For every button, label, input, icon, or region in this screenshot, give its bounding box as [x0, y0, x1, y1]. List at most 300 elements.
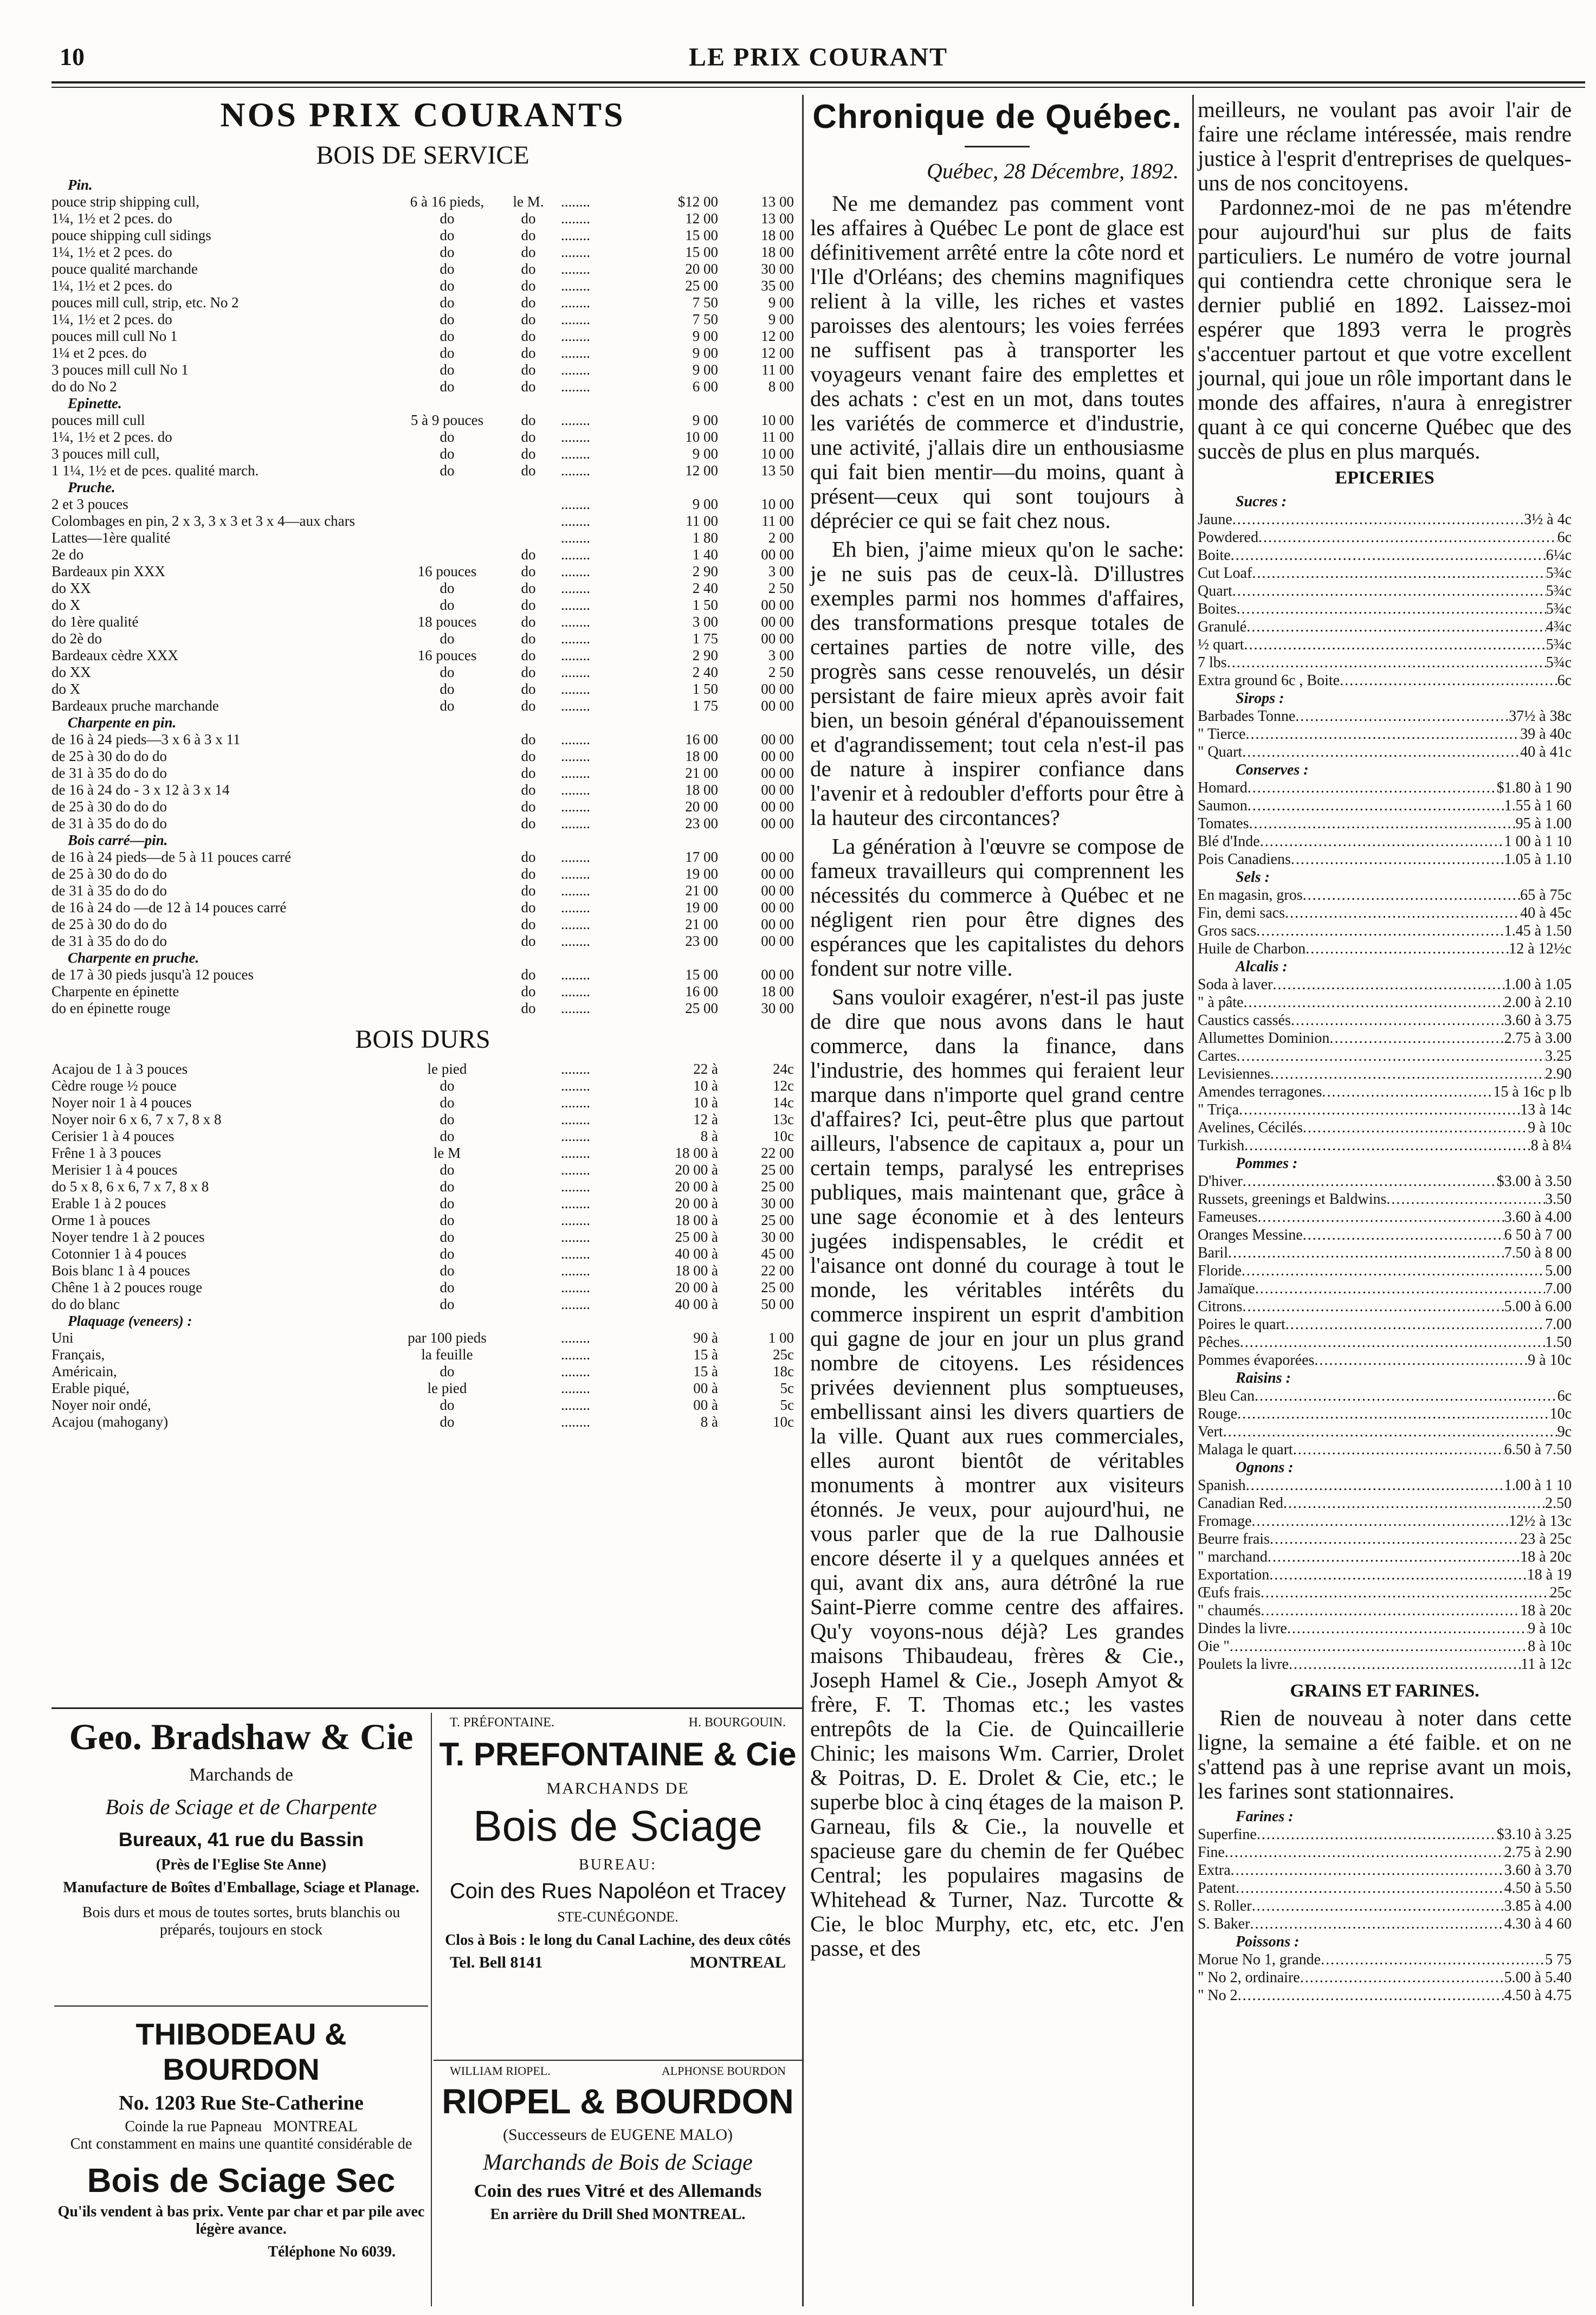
- price-low: 21 00: [685, 916, 718, 932]
- chronique-section: [810, 98, 1184, 1961]
- item-size: [398, 782, 496, 798]
- price-low: 20 00 à: [675, 1178, 718, 1195]
- item-name: ½ quart: [1198, 636, 1244, 653]
- price-row: [51, 815, 794, 832]
- item-size: do: [440, 261, 455, 277]
- epiceries-list: [1198, 493, 1572, 1673]
- item-size: [398, 748, 496, 765]
- ad-text: Bois de Sciage et de Charpente: [105, 1795, 377, 1819]
- item-price: 5¾c: [1546, 601, 1572, 617]
- price-row: [51, 933, 794, 950]
- price-high: 00 00: [761, 866, 794, 882]
- leader-dots: ........: [561, 446, 590, 462]
- item-name: Saumon: [1198, 797, 1248, 814]
- epiceries-heading: EPICERIES: [1335, 468, 1435, 488]
- price-row: [1198, 833, 1572, 850]
- price-row: [1198, 725, 1572, 743]
- price-row: [51, 1380, 794, 1397]
- item-size: do: [440, 1111, 455, 1127]
- ad-text: Coinde la rue Papneau: [125, 2118, 262, 2135]
- item-name: Jaune: [1198, 511, 1232, 528]
- item-size: do: [440, 294, 455, 311]
- price-low: 40 00 à: [675, 1296, 718, 1312]
- leader-dots: [1228, 1244, 1504, 1262]
- item-name: Amendes terragones: [1198, 1084, 1322, 1100]
- item-price: 7.00: [1545, 1316, 1572, 1333]
- leader-dots: ........: [561, 294, 590, 311]
- price-row: [51, 798, 794, 815]
- price-row: [51, 328, 794, 345]
- leader-dots: [1243, 1172, 1497, 1190]
- leader-dots: [1240, 1333, 1545, 1351]
- item-size: [398, 815, 496, 832]
- item-unit: do: [521, 597, 536, 613]
- item-unit: [496, 1162, 561, 1178]
- ad-text: Téléphone No 6039.: [268, 2243, 396, 2260]
- item-unit: do: [521, 882, 536, 899]
- price-row: [1198, 1951, 1572, 1969]
- item-unit: [496, 1262, 561, 1279]
- ad-text: Manufacture de Boîtes d'Emballage, Sciage et Planage.: [63, 1879, 419, 1896]
- ad-text: H. BOURGOUIN.: [688, 1716, 786, 1730]
- price-row: [51, 210, 794, 227]
- price-high: 50 00: [761, 1296, 794, 1312]
- leader-dots: [1242, 743, 1520, 761]
- price-high: 00 00: [761, 614, 794, 630]
- price-row: [1198, 815, 1572, 833]
- leader-dots: ........: [561, 227, 590, 243]
- item-unit: do: [521, 782, 536, 798]
- item-unit: do: [521, 983, 536, 999]
- price-high: 8 00: [768, 378, 794, 395]
- price-low: 12 à: [693, 1111, 718, 1127]
- price-row: [1198, 1897, 1572, 1915]
- newspaper-title: LE PRIX COURANT: [688, 43, 948, 72]
- item-price: 1.00 à 1.05: [1504, 976, 1572, 993]
- ad-thibodeau-name: THIBODEAU & BOURDON: [135, 2017, 347, 2086]
- leader-dots: [1291, 1011, 1504, 1029]
- price-row: [51, 1346, 794, 1363]
- item-name: Pêches: [1198, 1334, 1240, 1351]
- item-price: 2.90: [1545, 1066, 1572, 1082]
- item-name: " marchand: [1198, 1549, 1268, 1565]
- item-unit: do: [521, 446, 536, 462]
- price-high: 10 00: [761, 446, 794, 462]
- price-row: [1198, 1861, 1572, 1879]
- price-high: 25 00: [761, 1162, 794, 1178]
- price-high: 2 50: [768, 664, 794, 680]
- price-high: 00 00: [761, 681, 794, 697]
- price-high: 3 00: [768, 647, 794, 663]
- ad-text: STE-CUNÉGONDE.: [557, 1909, 679, 1925]
- item-size: do: [440, 1195, 455, 1211]
- leader-dots: ........: [561, 698, 590, 714]
- item-price: 5.00 à 5.40: [1504, 1969, 1572, 1986]
- item-name: Baril: [1198, 1244, 1228, 1261]
- item-unit: do: [521, 647, 536, 663]
- leader-dots: [1303, 1226, 1504, 1244]
- chronique-paragraph: La génération à l'œuvre se compose de fameux travailleurs qui comprennent les nécessités du commerce à Québec et ne négligent rien pour être dignes des espérances que les capitalistes du dehors fondent sur notre ville.: [810, 834, 1184, 981]
- price-high: 10 00: [761, 496, 794, 512]
- item-size: [398, 933, 496, 950]
- leader-dots: ........: [561, 849, 590, 865]
- leader-dots: [1283, 1494, 1545, 1512]
- leader-dots: ........: [561, 278, 590, 294]
- item-name: do 5 x 8, 6 x 6, 7 x 7, 8 x 8: [51, 1178, 209, 1195]
- price-low: 20 00 à: [675, 1279, 718, 1295]
- item-unit: do: [521, 899, 536, 915]
- item-price: 2.75 à 2.90: [1504, 1844, 1572, 1861]
- price-high: 5c: [780, 1397, 794, 1413]
- price-high: 14c: [773, 1094, 794, 1111]
- leader-dots: ........: [561, 1195, 590, 1211]
- item-price: 5¾c: [1546, 583, 1572, 599]
- item-name: Erable piqué,: [51, 1380, 130, 1396]
- leader-dots: [1231, 546, 1546, 564]
- leader-dots: [1244, 636, 1546, 654]
- price-low: 18 00: [685, 748, 718, 764]
- item-unit: [496, 1246, 561, 1262]
- price-low: 20 00: [685, 261, 718, 277]
- price-low: 9 00: [692, 345, 718, 361]
- leader-dots: [1246, 1476, 1504, 1494]
- price-row: [1198, 600, 1572, 618]
- item-unit: do: [521, 227, 536, 243]
- item-price: 3.85 à 4.00: [1504, 1898, 1572, 1914]
- item-price: 23 à 25c: [1520, 1531, 1572, 1547]
- price-low: $12 00: [677, 194, 718, 210]
- leader-dots: ........: [561, 731, 590, 747]
- item-unit: [496, 1145, 561, 1162]
- ad-text: T. PRÉFONTAINE.: [450, 1716, 554, 1730]
- prix-courants-title: NOS PRIX COURANTS: [220, 95, 625, 134]
- item-unit: [496, 1094, 561, 1111]
- leader-dots: [1249, 815, 1515, 833]
- item-unit: [496, 1346, 561, 1363]
- price-high: 11 00: [761, 429, 794, 445]
- item-unit: do: [521, 412, 536, 428]
- leader-dots: [1272, 976, 1504, 994]
- item-name: Granulé: [1198, 618, 1247, 635]
- item-unit: do: [521, 614, 536, 630]
- item-price: 18 à 20c: [1520, 1549, 1572, 1565]
- item-name: " Quart: [1198, 744, 1243, 760]
- leader-dots: [1303, 1119, 1528, 1137]
- price-row: [1198, 1244, 1572, 1262]
- price-row: [1198, 1879, 1572, 1897]
- leader-dots: ........: [561, 244, 590, 260]
- price-low: 11 00: [686, 513, 718, 529]
- item-price: $3.00 à 3.50: [1496, 1173, 1572, 1190]
- item-price: 3.60 à 4.00: [1504, 1209, 1572, 1226]
- item-name: 3 pouces mill cull No 1: [51, 362, 189, 378]
- price-row: [51, 614, 794, 630]
- item-name: de 31 à 35 do do do: [51, 765, 167, 781]
- price-row: [1198, 779, 1572, 797]
- item-unit: do: [521, 362, 536, 378]
- item-name: Français,: [51, 1346, 105, 1363]
- item-name: pouces mill cull: [51, 412, 145, 428]
- leader-dots: ........: [561, 530, 590, 546]
- item-size: do: [440, 1363, 455, 1379]
- item-unit: do: [521, 261, 536, 277]
- leader-dots: ........: [561, 1178, 590, 1195]
- price-row: [1198, 511, 1572, 528]
- price-low: 25 00: [685, 278, 718, 294]
- item-unit: [496, 513, 561, 530]
- leader-dots: ........: [561, 866, 590, 882]
- price-row: [1198, 1512, 1572, 1530]
- item-unit: [496, 1078, 561, 1094]
- price-row: [51, 647, 794, 664]
- leader-dots: ........: [561, 966, 590, 983]
- item-size: la feuille: [421, 1346, 473, 1363]
- item-size: do: [440, 664, 455, 680]
- price-low: 2 40: [692, 580, 718, 596]
- item-name: S. Baker: [1198, 1916, 1250, 1932]
- leader-dots: ........: [561, 899, 590, 915]
- item-name: 1¼, 1½ et 2 pces. do: [51, 244, 172, 260]
- leader-dots: ........: [561, 765, 590, 781]
- leader-dots: ........: [561, 546, 590, 563]
- price-low: 1 75: [692, 698, 718, 714]
- leader-dots: [1242, 1298, 1504, 1316]
- item-unit: do: [521, 210, 536, 227]
- item-name: Extra: [1198, 1862, 1231, 1879]
- leader-dots: ........: [561, 630, 590, 647]
- item-size: [398, 983, 496, 1000]
- item-name: Russets, greenings et Baldwins: [1198, 1191, 1387, 1208]
- price-low: 12 00: [685, 210, 718, 227]
- price-low: 18 00 à: [675, 1145, 718, 1161]
- item-unit: [496, 1330, 561, 1346]
- leader-dots: [1255, 1387, 1558, 1405]
- leader-dots: [1340, 672, 1558, 689]
- price-high: 25c: [773, 1346, 794, 1363]
- price-row: [51, 681, 794, 698]
- price-row: [51, 849, 794, 866]
- leader-dots: ........: [561, 210, 590, 227]
- item-unit: do: [521, 1000, 536, 1016]
- price-row: [51, 1094, 794, 1111]
- chronique-paragraph: Eh bien, j'aime mieux qu'on le sache: je ne suis pas de ceux-là. D'illustres exemples parmi nos hommes d'affaires, des transformations presque totales de certaines parties de notre ville, des progrès sans cesse renouvelés, un désir persistant de faire mieux après avoir fait bien, un besoin général d'épanouissement et d'agrandissement; tout cela n'est-il pas de nature à inspirer confiance dans l'avenir et à redoubler d'efforts pour être à la hauteur des circontances?: [810, 537, 1184, 830]
- item-size: [398, 866, 496, 882]
- item-price: 3½ à 4c: [1524, 511, 1572, 528]
- leader-dots: ........: [561, 1078, 590, 1094]
- item-unit: do: [521, 815, 536, 831]
- leader-dots: ........: [561, 362, 590, 378]
- item-size: do: [440, 244, 455, 260]
- item-name: pouces mill cull No 1: [51, 328, 178, 344]
- item-name: Pois Canadiens: [1198, 851, 1291, 868]
- price-row: [51, 1414, 794, 1430]
- item-size: do: [440, 1162, 455, 1178]
- item-name: Cut Loaf: [1198, 565, 1252, 582]
- price-high: 2 50: [768, 580, 794, 596]
- price-row: [51, 664, 794, 681]
- price-high: 1 00: [768, 1330, 794, 1346]
- item-unit: do: [521, 429, 536, 445]
- item-unit: do: [521, 765, 536, 781]
- price-high: 30 00: [761, 1229, 794, 1245]
- price-subheading: [51, 832, 794, 849]
- price-row: [1198, 564, 1572, 582]
- item-name: de 16 à 24 pieds—3 x 6 à 3 x 11: [51, 731, 241, 747]
- leader-dots: ........: [561, 194, 590, 210]
- item-name: Merisier 1 à 4 pouces: [51, 1162, 178, 1178]
- ad-text: Coin des Rues Napoléon et Tracey: [449, 1879, 786, 1903]
- leader-dots: [1255, 1280, 1545, 1298]
- item-size: [398, 731, 496, 748]
- item-size: do: [440, 1094, 455, 1111]
- price-low: 25 00 à: [675, 1229, 718, 1245]
- leader-dots: ........: [561, 815, 590, 831]
- item-name: pouce qualité marchande: [51, 261, 198, 277]
- leader-dots: ........: [561, 664, 590, 680]
- price-high: 12 00: [761, 345, 794, 361]
- price-high: 00 00: [761, 597, 794, 613]
- price-row: [1198, 922, 1572, 940]
- price-low: 15 à: [693, 1363, 718, 1379]
- ad-text: Cnt constamment en mains une quantité considérable de: [70, 2136, 412, 2152]
- price-row: [1198, 1843, 1572, 1861]
- price-low: 1 75: [692, 630, 718, 647]
- ad-text: Bureaux, 41 rue du Bassin: [118, 1828, 364, 1850]
- leader-dots: [1230, 1637, 1528, 1655]
- leader-dots: ........: [561, 1162, 590, 1178]
- title-rule: [965, 146, 1030, 147]
- price-row: [1198, 672, 1572, 689]
- item-price: 1.05 à 1.10: [1504, 851, 1572, 868]
- item-name: pouce shipping cull sidings: [51, 227, 211, 243]
- price-high: 10c: [773, 1414, 794, 1430]
- item-name: do X: [51, 597, 81, 613]
- leader-dots: ........: [561, 345, 590, 361]
- header-rule-thin: [51, 87, 1585, 88]
- item-price: 7.50 à 8 00: [1504, 1244, 1572, 1261]
- item-size: do: [440, 681, 455, 697]
- item-name: Oranges Messine: [1198, 1227, 1303, 1243]
- price-row: [1198, 743, 1572, 761]
- price-high: 00 00: [761, 916, 794, 932]
- item-price: 6c: [1557, 529, 1572, 546]
- item-name: Extra ground 6c , Boite: [1198, 672, 1340, 689]
- price-high: 00 00: [761, 748, 794, 764]
- price-row: [1198, 1172, 1572, 1190]
- ad-text: En arrière du Drill Shed MONTREAL.: [490, 2206, 746, 2223]
- price-low: 7 50: [692, 294, 718, 311]
- price-low: 40 00 à: [675, 1246, 718, 1262]
- price-row: [51, 1363, 794, 1380]
- item-name: Powdered: [1198, 529, 1258, 546]
- ad-text: ALPHONSE BOURDON: [661, 2064, 786, 2078]
- leader-dots: ........: [561, 597, 590, 613]
- price-high: 30 00: [761, 261, 794, 277]
- price-row: [51, 1330, 794, 1346]
- column-divider: [1192, 95, 1194, 2306]
- chronique-continued: meilleurs, ne voulant pas avoir l'air de faire une réclame intéressée, mais rendre justice à l'esprit d'entreprises de quelques-uns de nos concitoyens.: [1198, 97, 1572, 195]
- price-row: [1198, 1208, 1572, 1226]
- item-size: do: [440, 446, 455, 462]
- leader-dots: ........: [561, 1094, 590, 1111]
- item-name: 7 lbs: [1198, 654, 1227, 671]
- item-size: [398, 1000, 496, 1017]
- item-price: 7.00: [1545, 1280, 1572, 1297]
- item-price: 9c: [1557, 1423, 1572, 1440]
- price-high: 10c: [773, 1128, 794, 1144]
- price-low: 1 50: [692, 597, 718, 613]
- item-name: " No 2, ordinaire: [1198, 1969, 1300, 1986]
- item-name: de 17 à 30 pieds jusqu'à 12 pouces: [51, 966, 254, 983]
- price-high: 18 00: [761, 983, 794, 999]
- price-row: [1198, 1029, 1572, 1047]
- price-low: 10 00: [685, 429, 718, 445]
- item-unit: [496, 1128, 561, 1145]
- leader-dots: [1246, 618, 1546, 636]
- price-row: [51, 630, 794, 647]
- leader-dots: ........: [561, 1212, 590, 1228]
- item-name: Caustics cassés: [1198, 1012, 1291, 1029]
- item-size: le pied: [427, 1061, 467, 1077]
- price-high: 18c: [773, 1363, 794, 1379]
- item-name: Patent: [1198, 1880, 1236, 1897]
- price-high: 00 00: [761, 966, 794, 983]
- price-row: [51, 1279, 794, 1296]
- price-subheading: [51, 395, 794, 412]
- leader-dots: ........: [561, 1330, 590, 1346]
- item-size: do: [440, 278, 455, 294]
- item-unit: [496, 1111, 561, 1128]
- price-row: [51, 748, 794, 765]
- item-size: [398, 546, 496, 563]
- price-row: [1198, 1083, 1572, 1101]
- price-high: 9 00: [768, 294, 794, 311]
- leader-dots: ........: [561, 580, 590, 596]
- leader-dots: [1231, 1861, 1504, 1879]
- price-high: 00 00: [761, 798, 794, 815]
- price-row: [51, 1000, 794, 1017]
- item-size: do: [440, 1078, 455, 1094]
- price-low: 23 00: [685, 815, 718, 831]
- price-row: [1198, 1280, 1572, 1298]
- price-row: [1198, 1476, 1572, 1494]
- price-row: [51, 244, 794, 261]
- price-high: 35 00: [761, 278, 794, 294]
- item-unit: do: [521, 966, 536, 983]
- item-unit: do: [521, 580, 536, 596]
- price-row: [51, 378, 794, 395]
- item-price: 12 à 12½c: [1509, 940, 1572, 957]
- price-low: 18 00 à: [675, 1262, 718, 1279]
- price-high: 24c: [773, 1061, 794, 1077]
- leader-dots: ........: [561, 782, 590, 798]
- item-size: do: [440, 1262, 455, 1279]
- item-price: 18 à 20c: [1520, 1602, 1572, 1619]
- item-size: 18 pouces: [417, 614, 477, 630]
- item-price: 25c: [1549, 1584, 1572, 1601]
- item-name: Quart: [1198, 583, 1232, 599]
- price-high: 00 00: [761, 765, 794, 781]
- ad-text: (Près de l'Eglise Ste Anne): [156, 1856, 327, 1873]
- chronique-continued: Pardonnez-moi de ne pas m'étendre pour aujourd'hui sur plus de faits particuliers. Le numéro de votre journal qui contiendra cette chronique sera le dernier publié en 1892. Laissez-moi espérer que 1893 verra le progrès s'accentuer partout et que votre excellent journal, qui joue un rôle important dans le monde des affaires, n'aura à enregistrer quant à ce qui concerne Québec que des succès de plus en plus marqués.: [1198, 195, 1572, 463]
- price-row: [51, 496, 794, 513]
- item-size: do: [440, 698, 455, 714]
- item-size: do: [440, 311, 455, 327]
- item-name: 1 1¼, 1½ et de pces. qualité march.: [51, 462, 259, 479]
- leader-dots: [1252, 1512, 1509, 1530]
- price-high: 25 00: [761, 1212, 794, 1228]
- leader-dots: [1314, 1351, 1528, 1369]
